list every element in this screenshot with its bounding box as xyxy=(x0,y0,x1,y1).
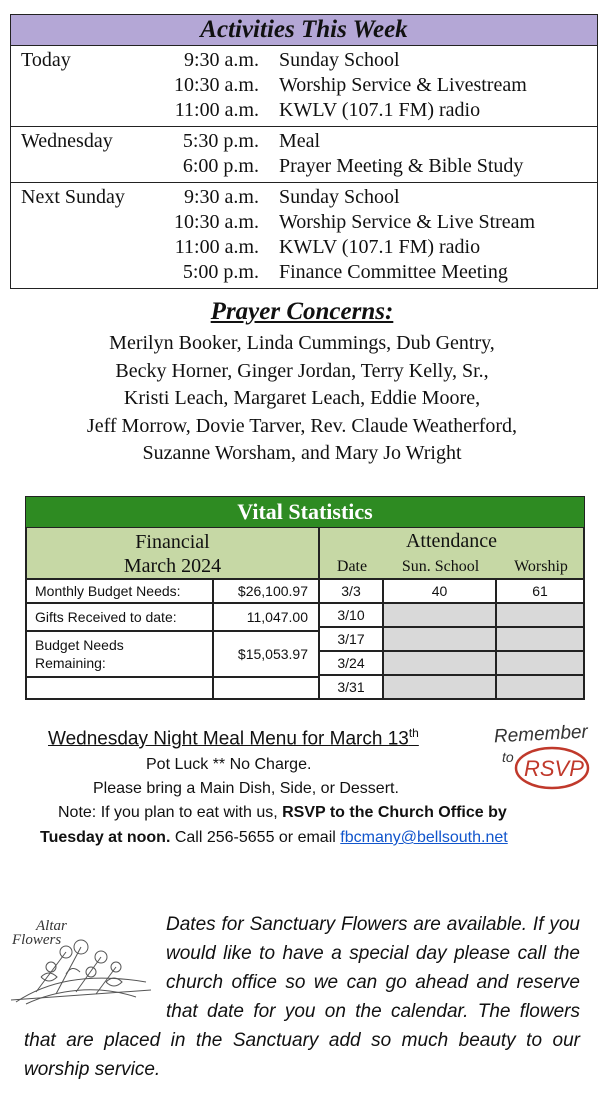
activity-row xyxy=(11,154,597,179)
attendance-sunday-school: 40 xyxy=(383,579,496,603)
remember-to-rsvp-logo xyxy=(490,716,594,792)
prayer-line: Suzanne Worsham, and Mary Jo Wright xyxy=(142,442,462,464)
meal-line-potluck: Pot Luck ** No Charge. xyxy=(146,756,312,773)
activity-time: 10:30 a.m. xyxy=(174,211,259,233)
sanctuary-flowers-text: Dates for Sanctuary Flowers are available. If you would like to have a special day please call the church office so we can go ahead and reserve that date for you on the calendar. The flowers that are placed in the Sanctuary add so much beauty to our worship service. xyxy=(24,914,580,1080)
prayer-concerns-list xyxy=(20,330,584,468)
activity-event: Worship Service & Live Stream xyxy=(279,211,536,233)
rsvp-logo-rsvp: RSVP xyxy=(524,756,584,781)
attendance-date: 3/17 xyxy=(319,627,383,651)
attendance-date: 3/3 xyxy=(319,579,383,603)
email-link[interactable]: fbcmany@bellsouth.net xyxy=(340,829,508,846)
meal-deadline: Tuesday at noon. xyxy=(40,829,171,846)
activities-title: Activities This Week xyxy=(11,15,597,46)
flowers-logo-altar: Altar xyxy=(36,918,67,934)
attendance-title: Attendance xyxy=(405,530,498,552)
activity-event: KWLV (107.1 FM) radio xyxy=(279,236,481,258)
attendance-worship xyxy=(496,651,584,675)
meal-menu-title-text: Wednesday Night Meal Menu for March 13 xyxy=(48,728,409,750)
attendance-sunday-school xyxy=(383,675,496,699)
empty-cell xyxy=(213,677,319,699)
prayer-line: Merilyn Booker, Linda Cummings, Dub Gentry, xyxy=(109,332,495,354)
column-worship: Worship xyxy=(514,558,568,575)
attendance-worship xyxy=(496,627,584,651)
activity-row xyxy=(11,98,597,123)
monthly-budget-value: $26,100.97 xyxy=(213,579,319,603)
column-date: Date xyxy=(336,558,368,575)
activity-event: Worship Service & Livestream xyxy=(279,74,527,96)
activity-time: 11:00 a.m. xyxy=(174,236,259,258)
meal-contact-text: Call 256-5655 or email xyxy=(170,829,341,846)
vital-statistics-title: Vital Statistics xyxy=(26,497,584,527)
budget-remaining-value: $15,053.97 xyxy=(213,631,319,677)
activity-group-next-sunday xyxy=(11,183,597,288)
meal-line-contact xyxy=(40,829,508,847)
meal-rsvp-instruction: RSVP to the Church Office by xyxy=(282,804,507,821)
vital-statistics-table xyxy=(25,496,585,700)
meal-line-note xyxy=(58,804,507,822)
activity-time: 10:30 a.m. xyxy=(174,74,259,96)
budget-remaining-label xyxy=(26,631,213,677)
activity-time: 11:00 a.m. xyxy=(174,99,259,121)
meal-menu-title-suffix: th xyxy=(408,726,419,740)
financial-header xyxy=(26,527,319,579)
financial-period: March 2024 xyxy=(123,555,222,577)
attendance-worship: 61 xyxy=(496,579,584,603)
activity-event: Sunday School xyxy=(279,186,400,208)
activity-row xyxy=(11,129,597,154)
activity-time: 5:00 p.m. xyxy=(182,261,259,283)
attendance-sunday-school xyxy=(383,603,496,627)
activity-day: Today xyxy=(21,49,71,71)
activity-group-today xyxy=(11,46,597,127)
attendance-worship xyxy=(496,675,584,699)
budget-remaining-label-line: Budget Needs xyxy=(35,637,124,653)
meal-note-text: Note: If you plan to eat with us, xyxy=(58,804,283,821)
attendance-date: 3/31 xyxy=(319,675,383,699)
activity-event: Prayer Meeting & Bible Study xyxy=(279,155,524,177)
activity-event: Meal xyxy=(279,130,321,152)
monthly-budget-label: Monthly Budget Needs: xyxy=(26,579,213,603)
financial-label: Financial xyxy=(135,531,210,553)
activity-time: 5:30 p.m. xyxy=(182,130,259,152)
activity-time: 6:00 p.m. xyxy=(182,155,259,177)
attendance-worship xyxy=(496,603,584,627)
sanctuary-flowers-notice xyxy=(24,910,580,1084)
activity-event: Finance Committee Meeting xyxy=(279,261,508,283)
rsvp-logo-to: to xyxy=(502,749,514,765)
prayer-line: Kristi Leach, Margaret Leach, Eddie Moore, xyxy=(123,387,481,409)
activity-row xyxy=(11,48,597,73)
budget-remaining-label-line: Remaining: xyxy=(35,655,106,671)
attendance-date: 3/24 xyxy=(319,651,383,675)
activity-row xyxy=(11,185,597,210)
prayer-line: Becky Horner, Ginger Jordan, Terry Kelly, Sr., xyxy=(115,359,489,382)
activity-time: 9:30 a.m. xyxy=(184,49,259,71)
flowers-logo-flowers: Flowers xyxy=(12,932,62,948)
attendance-sunday-school xyxy=(383,627,496,651)
prayer-line: Jeff Morrow, Dovie Tarver, Rev. Claude Weatherford, xyxy=(86,414,518,437)
prayer-concerns-title: Prayer Concerns: xyxy=(210,298,394,325)
activity-row xyxy=(11,260,597,285)
attendance-date: 3/10 xyxy=(319,603,383,627)
meal-line-bring: Please bring a Main Dish, Side, or Dessert. xyxy=(93,780,399,797)
activity-event: KWLV (107.1 FM) radio xyxy=(279,99,481,121)
attendance-header xyxy=(319,527,584,579)
activity-group-wednesday xyxy=(11,127,597,183)
column-sunday-school: Sun. School xyxy=(401,558,480,575)
gifts-received-label: Gifts Received to date: xyxy=(26,603,213,631)
activity-event: Sunday School xyxy=(279,49,400,71)
meal-menu-title xyxy=(48,726,419,750)
activity-day: Wednesday xyxy=(21,130,113,152)
attendance-sunday-school xyxy=(383,651,496,675)
activity-row xyxy=(11,73,597,98)
gifts-received-value: 11,047.00 xyxy=(213,603,319,631)
activity-time: 9:30 a.m. xyxy=(184,186,259,208)
empty-cell xyxy=(26,677,213,699)
activity-row xyxy=(11,235,597,260)
activity-day: Next Sunday xyxy=(21,186,125,208)
rsvp-logo-remember: Remember xyxy=(493,721,589,748)
activities-table xyxy=(10,14,598,289)
activity-row xyxy=(11,210,597,235)
